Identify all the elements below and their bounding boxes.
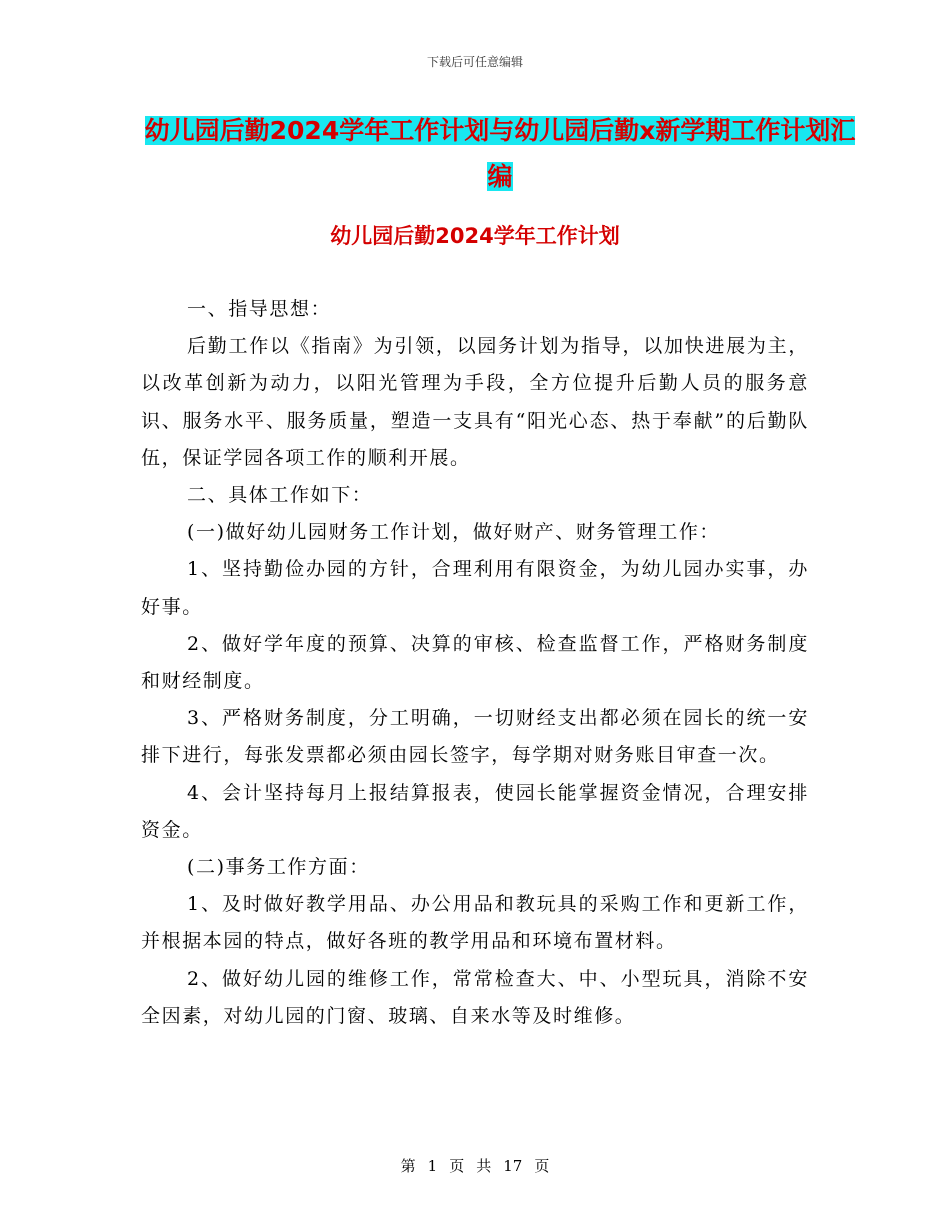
heading-guiding-ideology: 一、指导思想： [187, 298, 332, 320]
subheading-finance: (一)做好幼儿园财务工作计划，做好财产、财务管理工作： [187, 521, 721, 544]
list-item-finance-3: 3、严格财务制度，分工明确，一切财经支出都必须在园长的统一安排下进行，每张发票都必须由园长签字，每学期对财务账目审查一次。 [141, 707, 809, 767]
list-item-finance-1: 1、坚持勤俭办园的方针，合理利用有限资金，为幼儿园办实事，办好事。 [141, 558, 809, 618]
footer-current-page: 1 [427, 1157, 438, 1175]
list-item-affairs-1: 1、及时做好教学用品、办公用品和教玩具的采购工作和更新工作，并根据本园的特点，做好各班的教学用品和环境布置材料。 [141, 893, 809, 953]
paragraph-guiding-ideology: 后勤工作以《指南》为引领，以园务计划为指导，以加快进展为主，以改革创新为动力，以阳光管理为手段，全方位提升后勤人员的服务意识、服务水平、服务质量，塑造一支具有“阳光心态、热于奉献”的后勤队伍，保证学园各项工作的顺利开展。 [141, 335, 809, 469]
footer-label-di: 第 [400, 1157, 416, 1175]
list-item-finance-2: 2、做好学年度的预算、决算的审核、检查监督工作，严格财务制度和财经制度。 [141, 632, 809, 693]
document-title [140, 108, 860, 200]
footer-total-pages: 17 [503, 1157, 523, 1175]
document-title-text: 幼儿园后勤2024学年工作计划与幼儿园后勤x新学期工作计划汇编 [144, 116, 856, 191]
header-note: 下载后可任意编辑 [426, 55, 523, 69]
footer-label-gong: 共 [476, 1157, 492, 1175]
list-item-finance-4: 4、会计坚持每月上报结算报表，使园长能掌握资金情况，合理安排资金。 [141, 781, 809, 841]
list-item-affairs-2: 2、做好幼儿园的维修工作，常常检查大、中、小型玩具，消除不安全因素，对幼儿园的门窗、玻璃、自来水等及时维修。 [141, 967, 809, 1027]
subheading-affairs: (二)事务工作方面： [187, 856, 370, 879]
heading-specific-work: 二、具体工作如下： [187, 484, 373, 507]
section-title: 幼儿园后勤2024学年工作计划 [330, 224, 620, 248]
footer-label-ye-2: 页 [534, 1157, 550, 1175]
document-body [141, 291, 809, 1035]
page-footer [0, 1155, 950, 1176]
footer-label-ye: 页 [449, 1157, 465, 1175]
